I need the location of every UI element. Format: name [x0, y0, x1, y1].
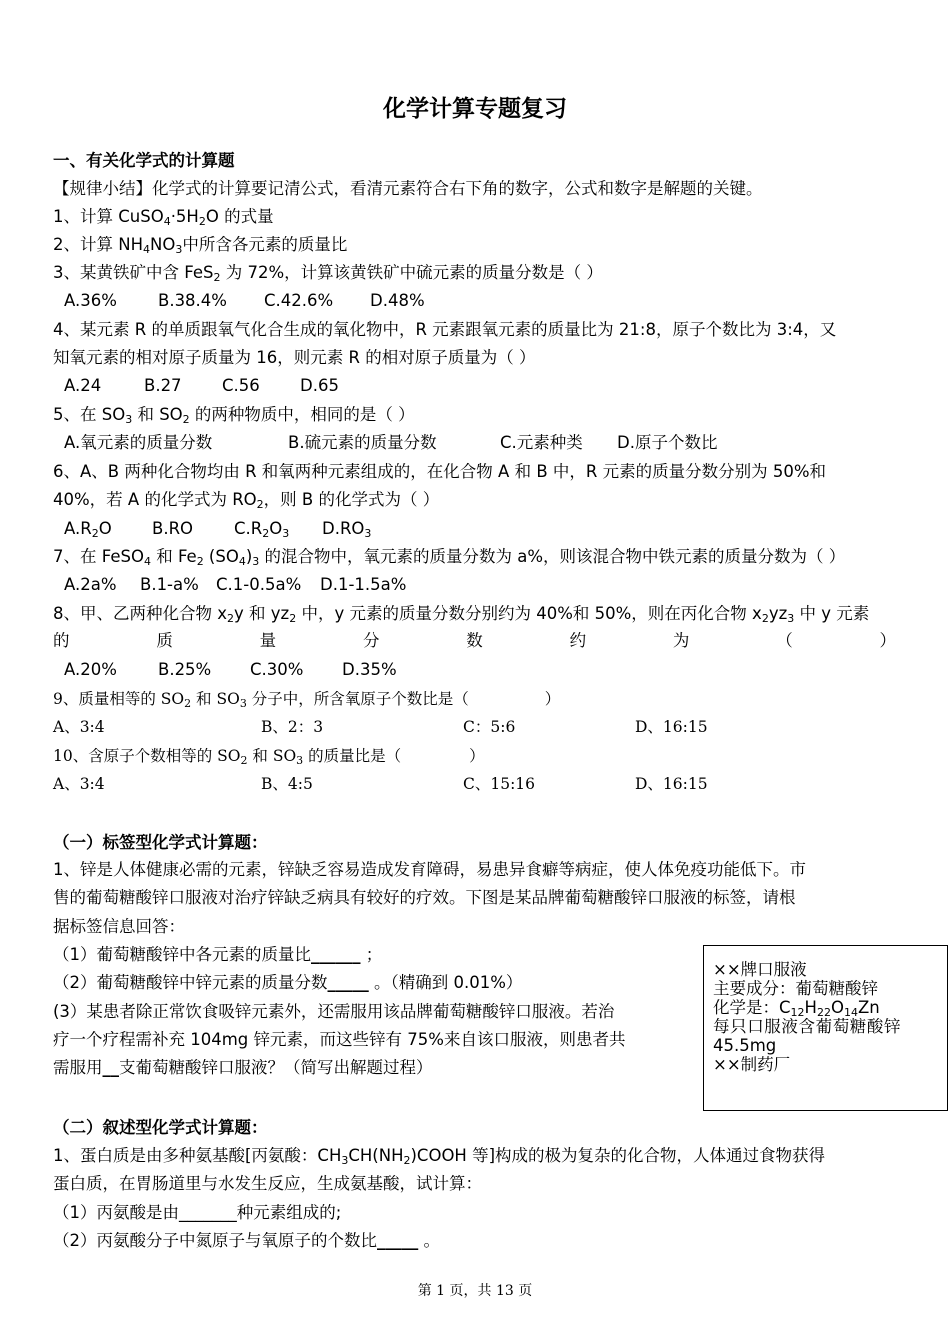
question-1: 1、计算 $CuSO_4\cdot 5H_2O$ 的式量 — [53, 207, 274, 228]
label-manufacturer: ××制药厂 — [713, 1055, 791, 1074]
product-label-box — [703, 945, 948, 1111]
question-6-line-2: 40%，若 A 的化学式为 $RO_2$，则 B 的化学式为（ ） — [53, 490, 440, 511]
question-9: 9、质量相等的 $SO_2$ 和 $SO_3$ 分子中，所含氧原子个数比是（ ） — [53, 690, 561, 710]
question-8-line-1: 8、甲、乙两种化合物 $x_2y$ 和 $yz_2$ 中，y 元素的质量分数分别约为 40%和 50%，则在丙化合物 $x_2yz_3$ 中 y 元素 — [53, 604, 870, 625]
label-sub-question-2: （2）葡萄糖酸锌中锌元素的质量分数_____ 。（精确到 0.01%） — [53, 973, 523, 992]
label-sub-question-1: （1）葡萄糖酸锌中各元素的质量比______ ； — [53, 945, 383, 964]
question-6-options: $A.R_2O$ B.RO $C.R_2O_3$ $D.RO_3$ — [64, 519, 372, 540]
narrative-question-2: （2）丙氨酸分子中氮原子与氧原子的个数比_____ 。 — [53, 1231, 440, 1250]
label-amount: 45.5mg — [713, 1036, 777, 1055]
label-ingredient: 主要成分：葡萄糖酸锌 — [713, 979, 878, 998]
label-problem-p1: 1、锌是人体健康必需的元素，锌缺乏容易造成发育障碍，易患异食癖等病症，使人体免疫功能低下。市 — [53, 860, 806, 879]
question-7: 7、在 FeSO$_4$ 和 $Fe_2$ $(SO_4)_3$ 的混合物中，氧元素的质量分数为 a%，则该混合物中铁元素的质量分数为（ ） — [53, 547, 846, 568]
label-formula: 化学是：$C_{12}H_{22}O_{14}Zn$ — [713, 998, 880, 1019]
question-2: 2、计算 $NH_4NO_3$中所含各元素的质量比 — [53, 235, 348, 256]
label-content: 每只口服液含葡萄糖酸锌 — [713, 1017, 902, 1036]
question-3-options: A.36% B.38.4% C.42.6% D.48% — [64, 291, 425, 310]
label-sub-question-3-line-1: (3）某患者除正常饮食吸锌元素外，还需服用该品牌葡萄糖酸锌口服液。若治 — [53, 1002, 615, 1021]
question-4-line-2: 知氧元素的相对原子质量为 16，则元素 R 的相对原子质量为（ ） — [53, 348, 536, 367]
question-5: 5、在 $SO_3$ 和 $SO_2$ 的两种物质中，相同的是（ ） — [53, 405, 415, 426]
section-heading-1: 一、有关化学式的计算题 — [53, 151, 235, 170]
question-8-line-2: 的 质 量 分 数 约 为 （ ） — [53, 631, 896, 650]
question-9-options: A、3:4 B、2：3 C：5:6 D、16:15 — [53, 718, 708, 736]
narrative-p1: 1、蛋白质是由多种氨基酸[丙氨酸：$CH_3CH(NH_2)COOH$ 等]构成的极为复杂的化合物，人体通过食物获得 — [53, 1146, 826, 1167]
question-8-options: A.20% B.25% C.30% D.35% — [64, 660, 397, 679]
question-5-options: A.氧元素的质量分数 B.硫元素的质量分数 C.元素种类 D.原子个数比 — [64, 433, 718, 452]
question-4-line-1: 4、某元素 R 的单质跟氧气化合生成的氧化物中，R 元素跟氧元素的质量比为 21:8，原子个数比为 3:4，又 — [53, 320, 837, 339]
question-10: 10、含原子个数相等的 $SO_2$ 和 $SO_3$ 的质量比是（ ） — [53, 747, 485, 767]
narrative-question-1: （1）丙氨酸是由_______种元素组成的; — [53, 1203, 342, 1222]
question-3: 3、某黄铁矿中含 FeS$_2$ 为 72%，计算该黄铁矿中硫元素的质量分数是（ ） — [53, 263, 603, 284]
label-brand: ××牌口服液 — [713, 960, 807, 979]
label-problem-p2: 售的葡萄糖酸锌口服液对治疗锌缺乏病具有较好的疗效。下图是某品牌葡萄糖酸锌口服液的标签，请根 — [53, 888, 796, 907]
question-10-options: A、3:4 B、4:5 C、15:16 D、16:15 — [53, 775, 708, 793]
narrative-p2: 蛋白质，在胃肠道里与水发生反应，生成氨基酸，试计算： — [53, 1174, 482, 1193]
section-heading-label: （一）标签型化学式计算题： — [53, 833, 268, 852]
page-title: 化学计算专题复习 — [383, 96, 567, 122]
question-7-options: A.2a% B.1-a% C.1-0.5a% D.1-1.5a% — [64, 575, 407, 594]
label-problem-p3: 据标签信息回答： — [53, 917, 185, 936]
question-6-line-1: 6、A、B 两种化合物均由 R 和氧两种元素组成的，在化合物 A 和 B 中，R 元素的质量分数分别为 50%和 — [53, 462, 827, 481]
page-footer: 第 1 页，共 13 页 — [417, 1283, 533, 1299]
label-sub-question-3-line-2: 疗一个疗程需补充 104mg 锌元素，而这些锌有 75%来自该口服液，则患者共 — [53, 1030, 626, 1049]
question-4-options: A.24 B.27 C.56 D.65 — [64, 376, 339, 395]
label-sub-question-3-line-3: 需服用__支葡萄糖酸锌口服液？（简写出解题过程） — [53, 1058, 433, 1077]
section-heading-narrative: （二）叙述型化学式计算题： — [53, 1118, 268, 1137]
rule-summary: 【规律小结】化学式的计算要记清公式，看清元素符合右下角的数字，公式和数字是解题的关键。 — [53, 179, 763, 198]
